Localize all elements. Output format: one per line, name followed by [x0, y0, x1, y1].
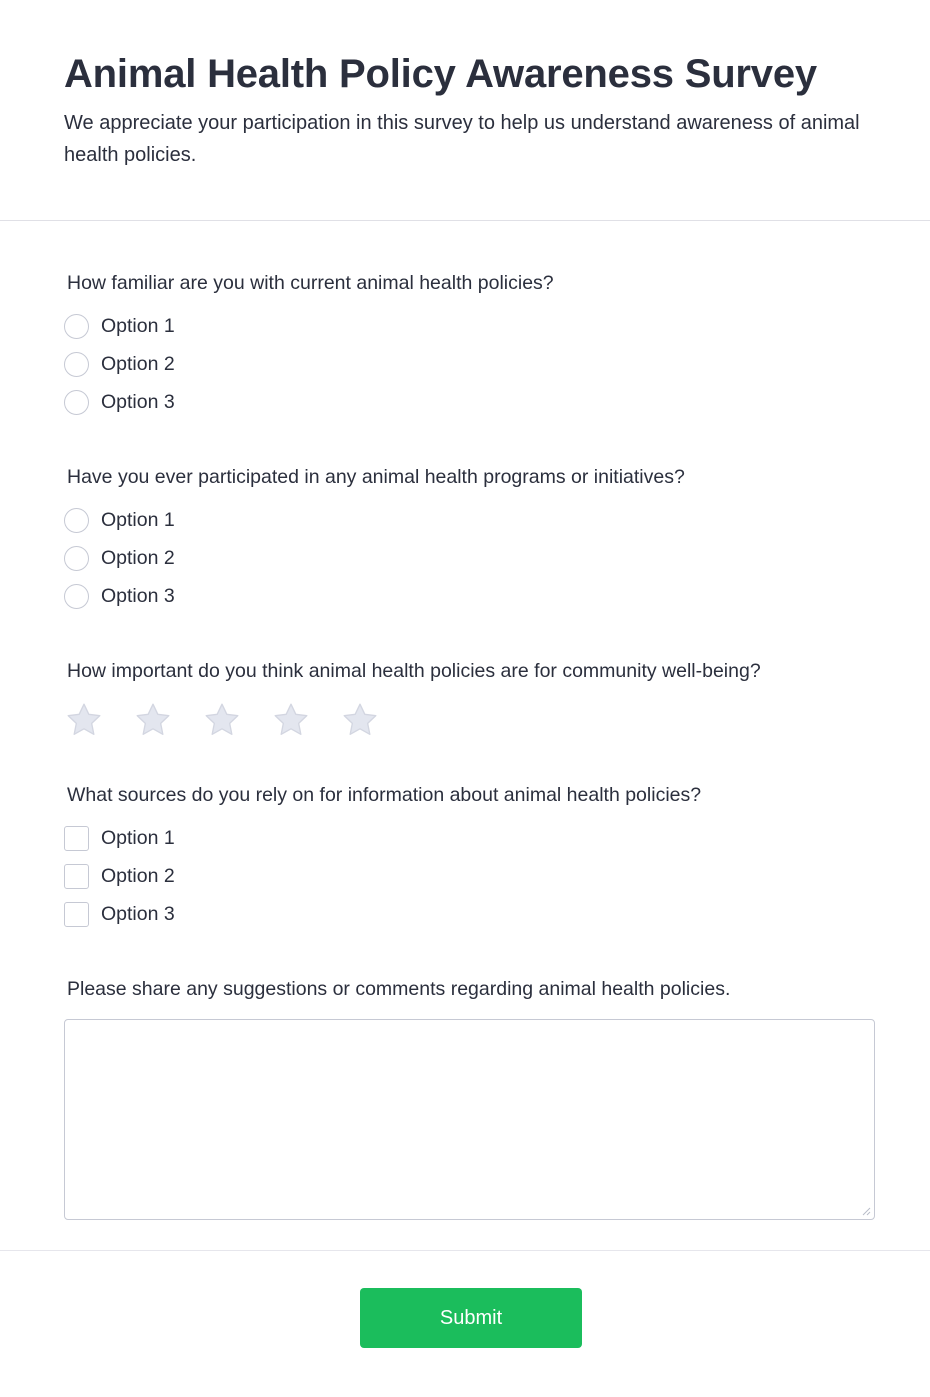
- checkbox[interactable]: [64, 864, 89, 889]
- question-3-label: How important do you think animal health policies are for community well-being?: [67, 660, 761, 682]
- question-1-label: How familiar are you with current animal health policies?: [67, 272, 554, 294]
- comments-textarea[interactable]: [64, 1019, 875, 1220]
- checkbox[interactable]: [64, 902, 89, 927]
- q1-option-3[interactable]: [64, 389, 175, 415]
- q1-option-1[interactable]: [64, 313, 175, 339]
- question-4-label: What sources do you rely on for information about animal health policies?: [67, 784, 702, 806]
- survey-header: [0, 0, 930, 221]
- question-5-label: Please share any suggestions or comments regarding animal health policies.: [67, 978, 731, 1000]
- option-label: Option 3: [101, 390, 175, 413]
- star-icon[interactable]: [64, 700, 104, 740]
- radio-button[interactable]: [64, 314, 89, 339]
- radio-button[interactable]: [64, 546, 89, 571]
- radio-button[interactable]: [64, 584, 89, 609]
- checkbox[interactable]: [64, 826, 89, 851]
- option-label: Option 1: [101, 826, 175, 849]
- question-2-label: Have you ever participated in any animal health programs or initiatives?: [67, 466, 685, 488]
- radio-button[interactable]: [64, 352, 89, 377]
- page-title: Animal Health Policy Awareness Survey: [64, 52, 817, 96]
- star-icon[interactable]: [202, 700, 242, 740]
- star-rating: [64, 700, 409, 740]
- radio-button[interactable]: [64, 390, 89, 415]
- star-icon[interactable]: [271, 700, 311, 740]
- q2-option-2[interactable]: [64, 545, 175, 571]
- q2-option-3[interactable]: [64, 583, 175, 609]
- star-icon[interactable]: [340, 700, 380, 740]
- q4-option-1[interactable]: [64, 825, 175, 851]
- option-label: Option 3: [101, 584, 175, 607]
- option-label: Option 1: [101, 314, 175, 337]
- q1-option-2[interactable]: [64, 351, 175, 377]
- option-label: Option 3: [101, 902, 175, 925]
- footer-divider: [0, 1250, 930, 1251]
- option-label: Option 2: [101, 352, 175, 375]
- resize-handle-icon[interactable]: [861, 1206, 871, 1216]
- q4-option-2[interactable]: [64, 863, 175, 889]
- radio-button[interactable]: [64, 508, 89, 533]
- q4-option-3[interactable]: [64, 901, 175, 927]
- option-label: Option 1: [101, 508, 175, 531]
- option-label: Option 2: [101, 864, 175, 887]
- star-icon[interactable]: [133, 700, 173, 740]
- q2-option-1[interactable]: [64, 507, 175, 533]
- survey-description: We appreciate your participation in this survey to help us understand awareness of animal health policies.: [64, 112, 860, 166]
- submit-button[interactable]: Submit: [360, 1288, 582, 1348]
- option-label: Option 2: [101, 546, 175, 569]
